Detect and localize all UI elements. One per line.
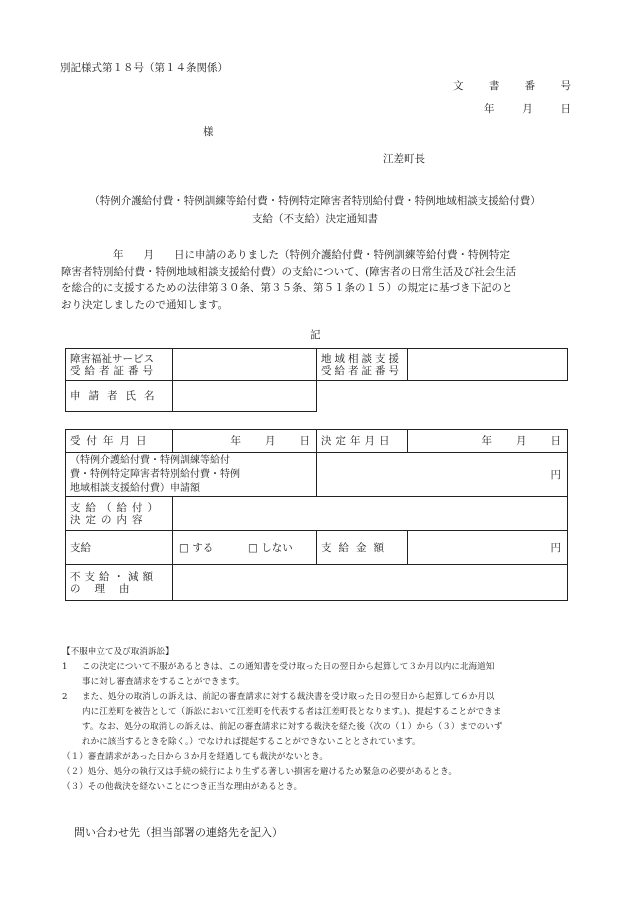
form-number: 別記様式第１８号（第１４条関係） (60, 62, 228, 74)
welfare-cert-number-cells[interactable] (173, 349, 317, 381)
doc-number-char: 号 (560, 80, 571, 92)
body-line1: 日に申請のありました（特例介護給付費・特例訓練等給付費・特例特定 (174, 249, 510, 261)
community-cert-label (317, 349, 408, 381)
note-number: 2 (62, 692, 68, 702)
received-date-label (66, 430, 173, 453)
body-month: 月 (143, 249, 154, 261)
document-number-label (453, 78, 571, 93)
yen-unit: 円 (550, 468, 561, 481)
decision-day: 日 (550, 435, 561, 447)
note-line: れかに該当するときを除く。）でなければ提起することができないこととされています。 (82, 737, 421, 747)
payment-yes-checkbox[interactable]: □ する (179, 541, 214, 554)
decision-content-label-line2: 決定の内容 (70, 513, 148, 526)
applicant-name-label-text: 申請者氏名 (70, 390, 163, 402)
received-date-label-text: 受付年月日 (70, 435, 153, 447)
note-line: この決定について不服があるときは、この通知書を受け取った日の翌日から起算して３か月以内に北海道知 (82, 662, 495, 672)
payment-no-checkbox[interactable]: □ しない (247, 541, 293, 554)
notes-heading: 【不服申立て及び取消訴訟】 (62, 647, 174, 657)
applicant-name-label (66, 381, 173, 412)
note-item (62, 690, 582, 750)
rejection-reason-label-line2: の理由 (70, 582, 144, 595)
note-line: また、処分の取消しの訴えは、前記の審査請求に対する裁決書を受け取った日の翌日から起算して６か月以 (82, 692, 495, 702)
decision-date-label (317, 430, 408, 453)
date-year: 年 (484, 103, 495, 115)
decision-month: 月 (516, 435, 527, 447)
payment-label-text: 支給 (70, 541, 91, 554)
note-sub-item: （１）審査請求があった日から３か月を経過しても裁決がないとき。 (62, 752, 328, 762)
payment-options (173, 531, 317, 565)
date-day: 日 (560, 103, 571, 115)
decision-date-field[interactable] (408, 430, 568, 453)
application-amount-label-line1: （特例介護給付費・特例訓練等給付 (70, 454, 230, 466)
received-day: 日 (299, 435, 310, 447)
doc-number-char: 文 (453, 80, 464, 92)
received-date-field[interactable] (173, 430, 317, 453)
received-month: 月 (265, 435, 276, 447)
note-sub-item: （３）その他裁決を経ないことにつき正当な理由があるとき。 (62, 782, 303, 792)
body-line4: おり決定しましたので通知します。 (61, 298, 229, 311)
decision-table (65, 429, 568, 601)
ki-heading: 記 (310, 329, 321, 341)
contact-info: 問い合わせ先（担当部署の連絡先を記入） (74, 826, 283, 839)
document-title-line2: 支給（不支給）決定通知書 (252, 213, 378, 225)
yen-unit: 円 (550, 541, 561, 554)
decision-content-field[interactable] (173, 497, 568, 531)
notification-body (61, 247, 577, 313)
note-line: す。なお、処分の取消しの訴えは、前記の審査請求に対する裁決を経た後（次の（１）から（３）までのいず (82, 722, 503, 732)
decision-content-label-line1: 支給（給付） (70, 501, 163, 514)
decision-year: 年 (481, 435, 492, 447)
addressee-suffix: 様 (203, 126, 214, 138)
community-cert-label-line2: 受給者証番号 (321, 364, 402, 377)
application-amount-label-line2: 費・特例特定障害者特別給付費・特例 (70, 468, 240, 480)
certificate-table (65, 348, 568, 412)
application-amount-label-line3: 地域相談支援給付費）申請額 (70, 482, 200, 494)
community-cert-number-cells[interactable] (408, 349, 568, 381)
appeal-notes (62, 645, 582, 795)
note-item (62, 660, 582, 690)
rejection-reason-label (66, 565, 173, 601)
document-title-line1: （特例介護給付費・特例訓練等給付費・特例特定障害者特別給付費・特例地域相談支援給付費） (89, 195, 541, 207)
welfare-cert-label (66, 349, 173, 381)
note-sub-item: （２）処分、処分の執行又は手続の続行により生ずる著しい損害を避けるため緊急の必要があるとき。 (62, 767, 457, 777)
note-line: 内に江差町を被告として（訴訟において江差町を代表する者は江差町長となります。)、提起することができま (82, 707, 502, 717)
application-amount-label (66, 453, 317, 497)
application-amount-field[interactable] (317, 453, 568, 497)
decision-date-label-text: 決定年月日 (321, 435, 394, 447)
welfare-cert-label-line2: 受給者証番号 (70, 364, 157, 377)
welfare-cert-label-line1: 障害福祉サービス (70, 352, 154, 365)
rejection-reason-field[interactable] (173, 565, 568, 601)
doc-number-char: 番 (524, 80, 536, 92)
issuer-name: 江差町長 (383, 153, 425, 165)
note-line: 事に対し審査請求をすることができます。 (82, 677, 245, 687)
body-line2: 障害者特別給付費・特例地域相談支援給付費）の支給について、(障害者の日常生活及び社会生活 (61, 265, 517, 278)
doc-number-char: 書 (488, 80, 500, 92)
applicant-name-field[interactable] (173, 381, 317, 412)
rejection-reason-label-line1: 不支給・減額 (70, 570, 157, 583)
note-number: 1 (62, 662, 68, 672)
issue-date (484, 101, 571, 116)
decision-content-label (66, 497, 173, 531)
body-line3: を総合的に支援するための法律第３０条、第３５条、第５１条の１５）の規定に基づき下記のと (61, 282, 513, 294)
date-month: 月 (522, 103, 533, 115)
received-year: 年 (230, 435, 241, 447)
body-year: 年 (113, 249, 124, 261)
payment-amount-label (317, 531, 408, 565)
community-cert-label-line1: 地域相談支援 (321, 352, 402, 365)
payment-label (66, 531, 173, 565)
payment-amount-field[interactable] (408, 531, 568, 565)
payment-amount-label-text: 支給金額 (321, 541, 391, 554)
